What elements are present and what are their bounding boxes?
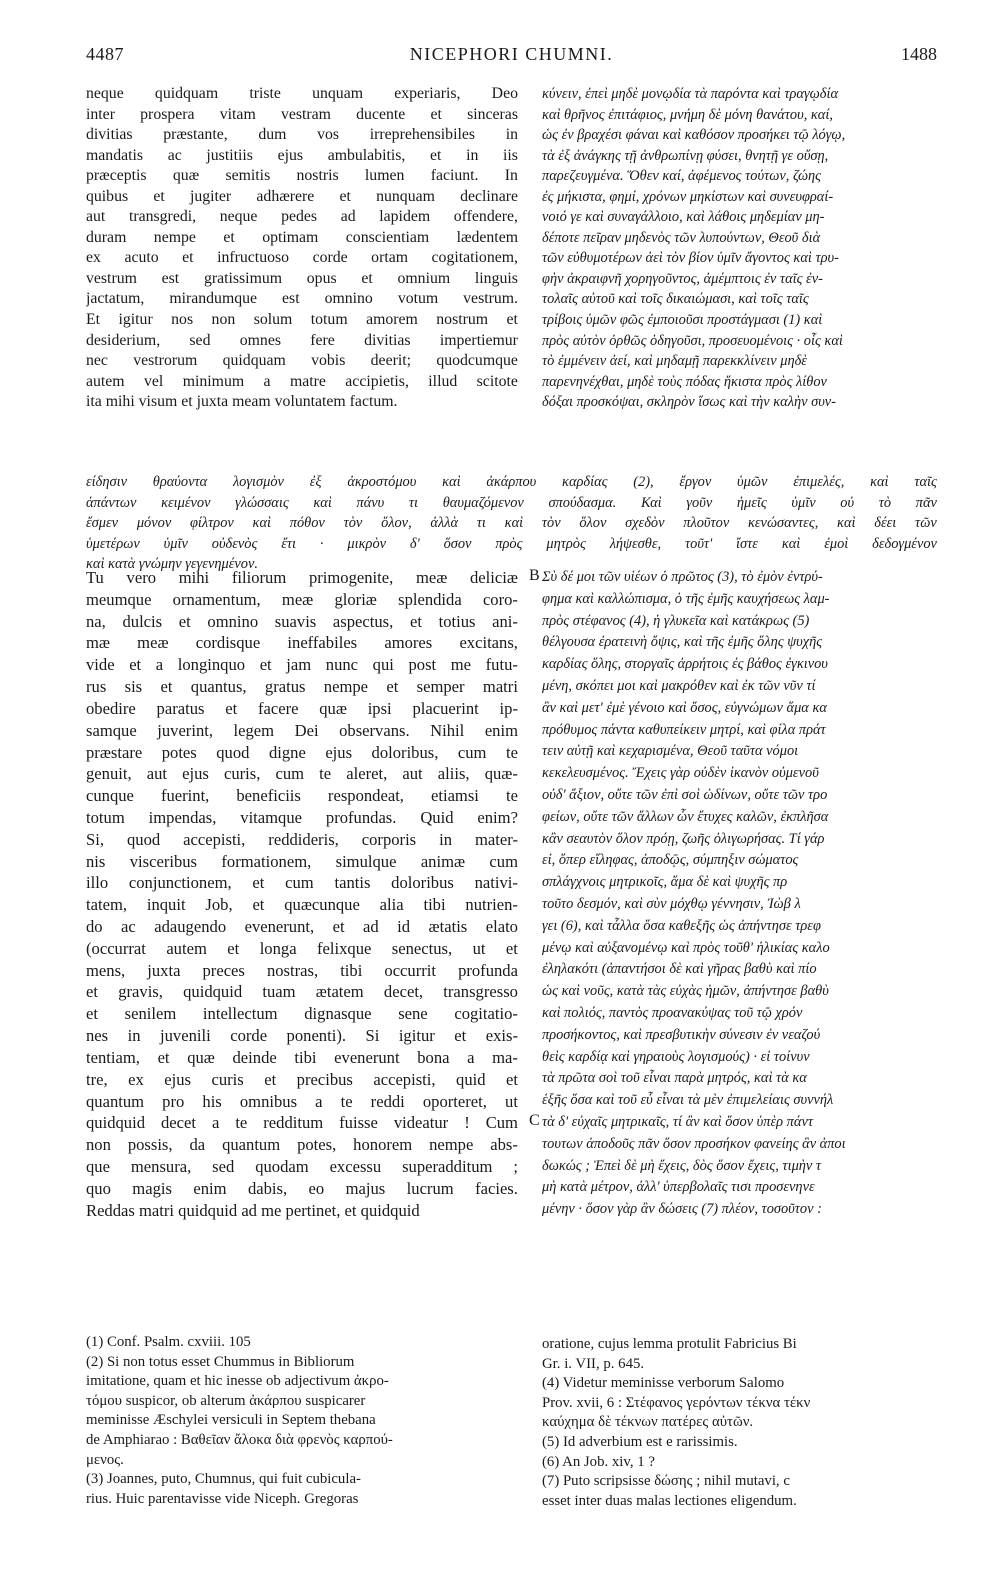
- text-line: (1) Conf. Psalm. cxviii. 105: [86, 1334, 251, 1350]
- text-line: mæ meæ cordisque ineffabiles amores excitans,: [86, 633, 518, 653]
- text-line: (6) An Job. xiv, 1 ?: [542, 1453, 655, 1470]
- text-line: Reddas matri quidquid ad me pertinet, et quidquid: [86, 1200, 420, 1220]
- text-line: nis visceribus formationem, simulque animæ cum: [86, 851, 518, 871]
- text-line: παρεζευγμένα. Ὅθεν καί, ἀφέμενος τούτων, ζώης: [542, 168, 821, 185]
- text-line: τρίβοις ὑμῶν φῶς ἐμποιοῦσι προστάγμασι (1) καὶ: [542, 312, 823, 329]
- text-line: δωκώς ; Ἐπεὶ δὲ μὴ ἔχεις, δὸς ὅσον ἔχεις, τιμὴν τ: [542, 1157, 822, 1174]
- text-line: ἂν καὶ μετ' ἐμὲ γένοιο καὶ ὅσος, εὐγνώμων ἅμα κα: [542, 699, 827, 716]
- text-line: τόμου suspicor, ob alterum ἀκάρπου suspicarer: [86, 1392, 366, 1409]
- text-line: imitatione, quam et hic inesse ob adjectivum ἀκρο-: [86, 1373, 389, 1390]
- text-line: tatem, inquit Job, et quæcunque alia tibi nutrien-: [86, 895, 518, 915]
- text-line: παρενηνέχθαι, μηδὲ τοὺς πόδας ἥκιστα πρὸς λίθον: [542, 373, 827, 390]
- text-line: ἔσμεν μόνον φίλτρον καὶ πόθον τὸν ὅλον, ἀλλὰ τι καὶ τὸν ὅλον σχεδὸν πλοῦτον κενώσαντες, καὶ δέει τῶν: [86, 515, 937, 532]
- text-line: nec vestrorum quidquam vobis deerit; quodcumque: [86, 352, 518, 370]
- text-line: desiderium, sed omnes fere divitias impertiemur: [86, 331, 518, 349]
- page-number-left: 4487: [86, 44, 124, 64]
- text-line: quantum pro his omnibus a te reddi oporteret, ut: [86, 1091, 518, 1111]
- text-line: jactatum, mirandumque est omnino votum vestrum.: [86, 290, 518, 308]
- page-number-right: 1488: [901, 44, 937, 64]
- text-line: οὐδ' ἄξιον, οὔτε τῶν ἐπὶ σοὶ ὠδίνων, οὔτε τῶν τρο: [542, 786, 828, 803]
- text-line: aut transgredi, neque pedes ad lapidem offendere,: [86, 208, 518, 226]
- text-line: duram nempe et optimam conscientiam lædentem: [86, 228, 518, 246]
- text-line: præceptis quæ semitis nostris lumen faciunt. In: [86, 167, 518, 185]
- margin-letter-c: C: [529, 1112, 540, 1129]
- text-line: θεὶς καρδίᾳ καὶ γηραιοὺς λογισμούς) · εἰ τοίνυν: [542, 1048, 810, 1065]
- text-line: et senilem intellectum dignasque sene cogitatio-: [86, 1004, 518, 1024]
- text-line: είδησιν θραύοντα λογισμὸν ἐξ ἀκροστόμου καὶ ἀκάρπου καρδίας (2), ἔργον ὑμῶν ἐπιμελές, καὶ ταῖς: [86, 474, 937, 490]
- text-line: προσήκοντος, καὶ πρεσβυτικὴν σύνεσιν ἐν νεαζού: [542, 1026, 821, 1043]
- text-line: (3) Joannes, puto, Chumnus, qui fuit cubicula-: [86, 1471, 361, 1488]
- text-line: genuit, aut ejus curis, cum te aleret, aut aliis, quæ-: [86, 764, 518, 784]
- text-line: vestrum est gratissimum opus et omnium linguis: [86, 269, 518, 287]
- text-line: obedire paratus et facere quæ ipsi placuerint ip-: [86, 698, 518, 718]
- text-line: Et igitur nos non solum totum amorem nostrum et: [86, 311, 518, 329]
- latin-column-main: [86, 567, 518, 1221]
- text-line: ὡς ἐν βραχέσι φάναι καὶ καθόσον προσήκει τῷ λόγῳ,: [542, 127, 846, 144]
- text-line: quo magis enim dabis, eo majus lucrum facies.: [86, 1178, 518, 1198]
- text-line: mandatis ac justitiis ejus ambulabitis, et in iis: [86, 146, 518, 164]
- text-line: τολαῖς αὐτοῦ καὶ τοῖς δικαιώμασι, καὶ τοῖς ταῖς: [542, 291, 809, 308]
- text-line: non possis, da quantum potes, honorem nempe abs-: [86, 1135, 518, 1155]
- text-line: de Amphiarao : Βαθεῖαν ἄλοκα διὰ φρενὸς καρπού-: [86, 1431, 393, 1448]
- text-line: θέλγουσα ἐρατεινὴ ὄψις, καὶ τῆς ἐμῆς ὅλης ψυχῆς: [542, 634, 823, 651]
- text-line: rius. Huic parentavisse vide Niceph. Gregoras: [86, 1490, 359, 1507]
- text-line: samque juverint, legem Dei observans. Nihil enim: [86, 720, 518, 740]
- greek-column-main: [542, 567, 937, 1221]
- text-line: πρὸς αὐτὸν ὀρθῶς ὁδηγοῦσι, προσευομένοις · οἷς καὶ: [542, 332, 843, 349]
- text-line: καὶ θρῆνος ἐπιτάφιος, μνήμη δὲ μόνη θανάτου, καί,: [542, 106, 833, 123]
- text-line: tre, ex ejus curis et precibus accepisti, quid et: [86, 1069, 518, 1089]
- text-line: ἁπάντων κειμένον γλώσσαις καὶ πάνυ τι θαυμαζόμενον σπούδασμα. Καὶ γοῦν ἡμεῖς ὑμῖν οὐ τὸ πᾶν: [86, 494, 937, 511]
- greek-full-width-block: [86, 472, 937, 575]
- text-line: do ac adaugendo evenerunt, et ad id ætatis elato: [86, 917, 518, 936]
- text-line: rus sis et quantus, gratus nempe et semper matri: [86, 677, 518, 697]
- text-line: meminisse Æschylei versiculi in Septem thebana: [86, 1412, 376, 1429]
- text-line: et gravis, quidquid tuam ætatem decet, transgresso: [86, 982, 518, 1002]
- text-line: νοιό γε καὶ συναγάλλοιο, καὶ λάθοις μηδεμίαν μη-: [542, 209, 825, 226]
- text-line: divitias præstante, dum vos irreprehensibiles in: [86, 126, 518, 144]
- text-line: εἰ, ὅπερ εἴληφας, ἀποδῷς, σύμπηξιν σώματος: [542, 852, 799, 869]
- text-line: neque quidquam triste unquam experiaris, Deo: [86, 85, 518, 102]
- text-line: καὶ κατὰ γνώμην γεγενημένον.: [86, 556, 258, 573]
- text-line: mens, juxta preces nostras, tibi occurrit profunda: [86, 960, 518, 980]
- text-line: totum impendas, vitamque profundas. Quid enim?: [86, 807, 518, 827]
- text-line: que mensura, sed quodam excessu superadditum ;: [86, 1156, 518, 1176]
- margin-letter-b: B: [529, 567, 540, 584]
- text-line: ita mihi visum et juxta meam voluntatem factum.: [86, 393, 398, 411]
- text-line: na, dulcis et omnino suavis aspectus, et totius ani-: [86, 611, 518, 631]
- text-line: inter prospera vitam vestram ducente et sinceras: [86, 105, 518, 123]
- text-line: (4) Videtur meminisse verborum Salomo: [542, 1375, 785, 1392]
- text-line: τὰ πρῶτα σοὶ τοῦ εἶναι παρὰ μητρός, καὶ τὰ κα: [542, 1070, 807, 1087]
- text-line: tentiam, et quæ deinde tibi evenerunt bona a ma-: [86, 1047, 518, 1067]
- text-line: (5) Id adverbium est e rarissimis.: [542, 1433, 738, 1450]
- text-line: præstare potes quod digne ejus doloribus, cum te: [86, 742, 518, 762]
- page-header: [86, 44, 937, 72]
- text-line: ὑμετέρων ὑμῖν οὐδενὸς ἔτι · μικρὸν δ' ὅσον πρὸς μητρὸς λήψεσθε, τοῦτ' ἴστε καὶ ἐμοὶ δεδογμένον: [86, 535, 937, 552]
- text-line: ὡς καὶ νοῦς, κατὰ τὰς εὐχὰς ἡμῶν, ἀπήντησε βαθὺ: [542, 983, 829, 1000]
- latin-column-top: [86, 84, 518, 413]
- text-line: ex acuto et infructuoso corde ortam cogitationem,: [86, 249, 518, 267]
- text-line: σπλάγχνοις μητρικοῖς, ἅμα δὲ καὶ ψυχῆς πρ: [542, 874, 788, 891]
- text-line: καὶ πολιός, παντὸς προανακύψας τοῦ τῷ χρόν: [542, 1004, 803, 1021]
- text-line: (2) Si non totus esset Chummus in Bibliorum: [86, 1353, 355, 1370]
- text-line: μένῳ καὶ αὐξανομένῳ καὶ πρὸς τοῦθ' ἡλικίας καλο: [542, 939, 830, 956]
- text-line: quidquid decet a te redditum fuisse videatur ! Cum: [86, 1113, 518, 1133]
- text-line: illo conjunctionem, et cum tantis doloribus nativi-: [86, 873, 518, 893]
- text-line: oratione, cujus lemma protulit Fabricius Bi: [542, 1336, 797, 1352]
- text-line: μένη, σκόπει μοι καὶ μακρόθεν καὶ ἐκ τῶν νῦν τί: [542, 677, 816, 694]
- text-line: δέποτε πεῖραν μηδενὸς τῶν λυπούντων, Θεοῦ διὰ: [542, 229, 821, 246]
- text-line: cunque fuerint, beneficiis respondeat, etiamsi te: [86, 786, 518, 806]
- text-line: καρδίας ὅλης, στοργαῖς ἀρρήτοις ἐς βάθος ἐγκινου: [542, 656, 828, 673]
- text-line: κἂν σεαυτὸν ὅλον πρόῃ, ζωῆς ὀλιγωρήσας. Τί γάρ: [542, 830, 825, 847]
- text-line: πρόθυμος πάντα καθυπείκειν μητρί, καὶ φίλα πράτ: [542, 721, 826, 738]
- text-line: quibus et jugiter adhærere et nunquam declinare: [86, 187, 518, 205]
- text-line: vide et a longinquo et jam nunc qui post me futu-: [86, 655, 518, 675]
- text-line: μένην · ὅσον γὰρ ἂν δώσεις (7) πλέον, τοσοῦτον :: [542, 1201, 822, 1218]
- text-line: Σὺ δέ μοι τῶν υἱέων ὁ πρῶτος (3), τὸ ἐμὸν ἐντρύ-: [542, 569, 823, 585]
- text-line: φὴν ἀκραιφνῆ χορηγοῦντος, ἀμέμπτοις ἐν ταῖς ἐν-: [542, 270, 823, 287]
- text-line: φημα καὶ καλλώπισμα, ὁ τῆς ἐμῆς καυχήσεως λαμ-: [542, 590, 830, 607]
- running-title: NICEPHORI CHUMNI.: [409, 44, 614, 64]
- greek-column-top: [542, 84, 937, 413]
- text-line: esset inter duas malas lectiones eligendum.: [542, 1492, 797, 1509]
- text-line: τὸ ἐμμένειν ἀεί, καὶ μηδαμῇ παρεκκλίνειν μηδὲ: [542, 353, 807, 370]
- footnotes-left: [86, 1333, 518, 1509]
- text-line: ἑξῆς ὅσα καὶ τοῦ εὖ εἶναι τὰ μὲν ἐπιμελείαις συννήλ: [542, 1092, 834, 1109]
- text-line: ἐληλακότι (ἀπαντήσοι δὲ καὶ γῆρας βαθὺ καὶ πίο: [542, 961, 817, 978]
- text-line: Tu vero mihi filiorum primogenite, meæ deliciæ: [86, 568, 518, 587]
- text-line: Prov. xvii, 6 : Στέφανος γερόντων τέκνα τέκν: [542, 1394, 811, 1411]
- text-line: nes in juvenili corde ponenti). Si igitur et exis-: [86, 1026, 518, 1046]
- text-line: δόξαι προσκόψαι, σκληρὸν ἴσως καὶ τὴν καλὴν συν-: [542, 394, 836, 411]
- text-line: τῶν εὐθυμοτέρων ἀεὶ τὸν βίον ὑμῖν ἄγοντος καὶ τρυ-: [542, 250, 839, 267]
- text-line: Gr. i. VII, p. 645.: [542, 1355, 645, 1372]
- text-line: autem vel minimum a matre accipietis, illud scitote: [86, 372, 518, 390]
- footnotes-right: [542, 1335, 937, 1511]
- text-line: τουτων ἀποδοῦς πᾶν ὅσον προσήκον φανείης ἂν ἀποι: [542, 1135, 846, 1152]
- text-line: τὰ ἐξ ἀνάγκης τῇ ἀνθρωπίνῃ φύσει, θνητῇ γε οὔσῃ,: [542, 147, 829, 164]
- text-line: καύχημα δὲ τέκνων πατέρες αὐτῶν.: [542, 1414, 754, 1431]
- text-line: (occurrat autem et longa felixque senectus, ut et: [86, 938, 518, 958]
- text-line: γει (6), καὶ τἆλλα ὅσα καθεξῆς ὡς ἀπήντησε τρεφ: [542, 917, 821, 934]
- text-line: τοῦτο δεσμόν, καὶ σὺν μόχθῳ γέννησιν, Ἰὼβ λ: [542, 895, 801, 912]
- text-line: meumque ornamentum, meæ gloriæ splendida coro-: [86, 589, 518, 609]
- text-line: ἐς μήκιστα, φημί, χρόνων μηκίστων καὶ συνευφραί-: [542, 188, 834, 205]
- text-line: τὰ δ' εὐχαῖς μητρικαῖς, τί ἂν καὶ ὅσον ὑπὲρ πάντ: [542, 1113, 813, 1130]
- text-line: (7) Puto scripsisse δώσης ; nihil mutavi, c: [542, 1473, 790, 1490]
- text-line: πρὸς στέφανος (4), ἡ γλυκεῖα καὶ κατάκρως (5): [542, 612, 810, 629]
- text-line: μὴ κατὰ μέτρον, ἀλλ' ὑπερβολαῖς τισι προσενηνε: [542, 1179, 815, 1196]
- text-line: μενος.: [86, 1451, 124, 1468]
- text-line: Si, quod accepisti, reddideris, corporis in mater-: [86, 829, 518, 849]
- text-line: τειν αὐτῇ καὶ κεχαρισμένα, Θεοῦ ταῦτα νόμοι: [542, 743, 799, 760]
- text-line: φείων, οὔτε τῶν ἄλλων ὧν ἔτυχες καλῶν, ἐκπλῆσα: [542, 808, 829, 825]
- text-line: κεκελευσμένος. Ἔχεις γὰρ οὐδὲν ἱκανὸν οὐμενοῦ: [542, 765, 819, 782]
- text-line: κύνειν, ἐπεὶ μηδὲ μονῳδία τὰ παρόντα καὶ τραγῳδία: [542, 86, 839, 102]
